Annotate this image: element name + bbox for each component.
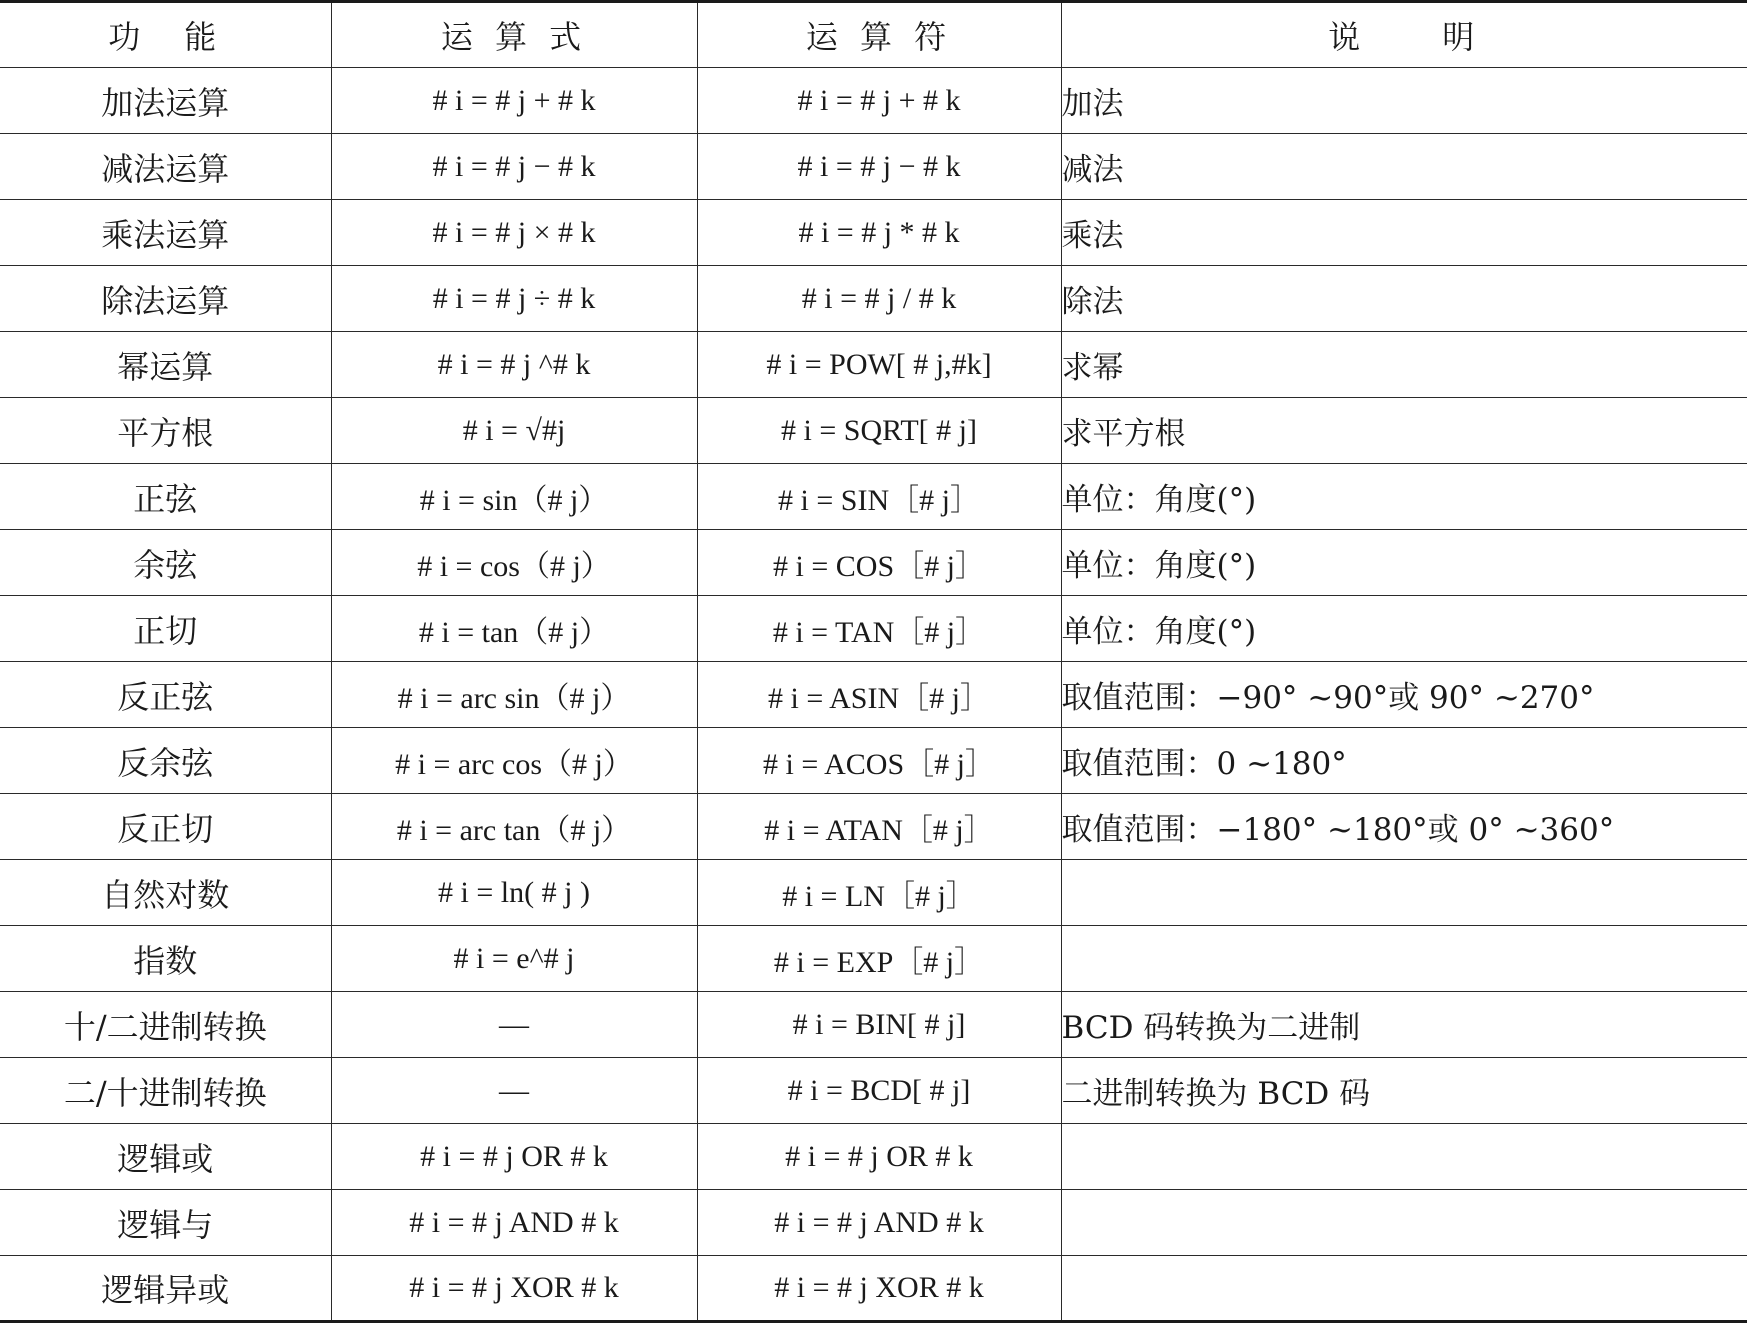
function-cell: 逻辑或 [0, 1124, 331, 1190]
expression-cell: # i = # j ^# k [331, 332, 697, 398]
description-cell: 二进制转换为 BCD 码 [1061, 1058, 1747, 1124]
description-cell: 求平方根 [1061, 398, 1747, 464]
header-description: 说 明 [1061, 2, 1747, 68]
function-cell: 十/二进制转换 [0, 992, 331, 1058]
expression-cell: # i = arc sin（# j） [331, 662, 697, 728]
expression-cell: # i = arc cos（# j） [331, 728, 697, 794]
table-row [0, 926, 1747, 992]
header-function: 功 能 [0, 2, 331, 68]
operator-cell: # i = POW[ # j,#k] [697, 332, 1061, 398]
function-cell: 加法运算 [0, 68, 331, 134]
function-cell: 正弦 [0, 464, 331, 530]
table-row [0, 1124, 1747, 1190]
function-cell: 反正弦 [0, 662, 331, 728]
function-cell: 乘法运算 [0, 200, 331, 266]
description-cell: 求幂 [1061, 332, 1747, 398]
function-cell: 幂运算 [0, 332, 331, 398]
function-cell: 余弦 [0, 530, 331, 596]
function-cell: 逻辑异或 [0, 1256, 331, 1322]
description-cell: 取值范围：−90° ~90°或 90° ~270° [1061, 662, 1747, 728]
table-row [0, 530, 1747, 596]
description-cell: BCD 码转换为二进制 [1061, 992, 1747, 1058]
operator-cell: # i = LN［# j］ [697, 860, 1061, 926]
expression-cell: # i = # j AND # k [331, 1190, 697, 1256]
function-cell: 减法运算 [0, 134, 331, 200]
expression-cell: # i = # j × # k [331, 200, 697, 266]
operator-cell: # i = EXP［# j］ [697, 926, 1061, 992]
description-cell: 取值范围：0 ~180° [1061, 728, 1747, 794]
table-row [0, 1058, 1747, 1124]
description-cell [1061, 860, 1747, 926]
operator-cell: # i = # j * # k [697, 200, 1061, 266]
expression-cell: # i = sin（# j） [331, 464, 697, 530]
table-row [0, 728, 1747, 794]
operator-cell: # i = ACOS［# j］ [697, 728, 1061, 794]
expression-cell: — [331, 992, 697, 1058]
function-cell: 自然对数 [0, 860, 331, 926]
table-row [0, 662, 1747, 728]
function-cell: 逻辑与 [0, 1190, 331, 1256]
expression-cell: # i = arc tan（# j） [331, 794, 697, 860]
operator-cell: # i = # j AND # k [697, 1190, 1061, 1256]
expression-cell: # i = ln( # j ) [331, 860, 697, 926]
expression-cell: — [331, 1058, 697, 1124]
description-cell [1061, 926, 1747, 992]
description-cell: 减法 [1061, 134, 1747, 200]
operator-cell: # i = BIN[ # j] [697, 992, 1061, 1058]
function-cell: 正切 [0, 596, 331, 662]
table-row [0, 794, 1747, 860]
table-row [0, 1256, 1747, 1322]
operator-cell: # i = ASIN［# j］ [697, 662, 1061, 728]
description-cell [1061, 1256, 1747, 1322]
function-cell: 平方根 [0, 398, 331, 464]
operator-cell: # i = TAN［# j］ [697, 596, 1061, 662]
table-row [0, 134, 1747, 200]
expression-cell: # i = # j + # k [331, 68, 697, 134]
operator-cell: # i = SQRT[ # j] [697, 398, 1061, 464]
table-row [0, 1190, 1747, 1256]
description-cell: 单位：角度(°) [1061, 530, 1747, 596]
description-cell: 单位：角度(°) [1061, 464, 1747, 530]
table-row [0, 398, 1747, 464]
description-cell: 取值范围：−180° ~180°或 0° ~360° [1061, 794, 1747, 860]
expression-cell: # i = tan（# j） [331, 596, 697, 662]
table-row [0, 992, 1747, 1058]
expression-cell: # i = √#j [331, 398, 697, 464]
operator-cell: # i = # j OR # k [697, 1124, 1061, 1190]
table-row [0, 200, 1747, 266]
table-row [0, 860, 1747, 926]
operator-cell: # i = # j − # k [697, 134, 1061, 200]
table-row [0, 596, 1747, 662]
header-operator: 运 算 符 [697, 2, 1061, 68]
expression-cell: # i = # j XOR # k [331, 1256, 697, 1322]
operator-cell: # i = # j + # k [697, 68, 1061, 134]
table-row [0, 68, 1747, 134]
table-row [0, 464, 1747, 530]
header-expression: 运 算 式 [331, 2, 697, 68]
expression-cell: # i = # j OR # k [331, 1124, 697, 1190]
table-row [0, 332, 1747, 398]
function-cell: 指数 [0, 926, 331, 992]
operator-cell: # i = COS［# j］ [697, 530, 1061, 596]
expression-cell: # i = e^# j [331, 926, 697, 992]
expression-cell: # i = # j ÷ # k [331, 266, 697, 332]
function-cell: 二/十进制转换 [0, 1058, 331, 1124]
table-header-row [0, 2, 1747, 68]
description-cell: 单位：角度(°) [1061, 596, 1747, 662]
function-cell: 除法运算 [0, 266, 331, 332]
expression-cell: # i = cos（# j） [331, 530, 697, 596]
operator-cell: # i = # j / # k [697, 266, 1061, 332]
function-cell: 反余弦 [0, 728, 331, 794]
operator-cell: # i = ATAN［# j］ [697, 794, 1061, 860]
operator-cell: # i = # j XOR # k [697, 1256, 1061, 1322]
expression-cell: # i = # j − # k [331, 134, 697, 200]
function-cell: 反正切 [0, 794, 331, 860]
operator-cell: # i = BCD[ # j] [697, 1058, 1061, 1124]
table-row [0, 266, 1747, 332]
description-cell [1061, 1190, 1747, 1256]
description-cell: 加法 [1061, 68, 1747, 134]
description-cell: 除法 [1061, 266, 1747, 332]
description-cell: 乘法 [1061, 200, 1747, 266]
description-cell [1061, 1124, 1747, 1190]
operator-cell: # i = SIN［# j］ [697, 464, 1061, 530]
